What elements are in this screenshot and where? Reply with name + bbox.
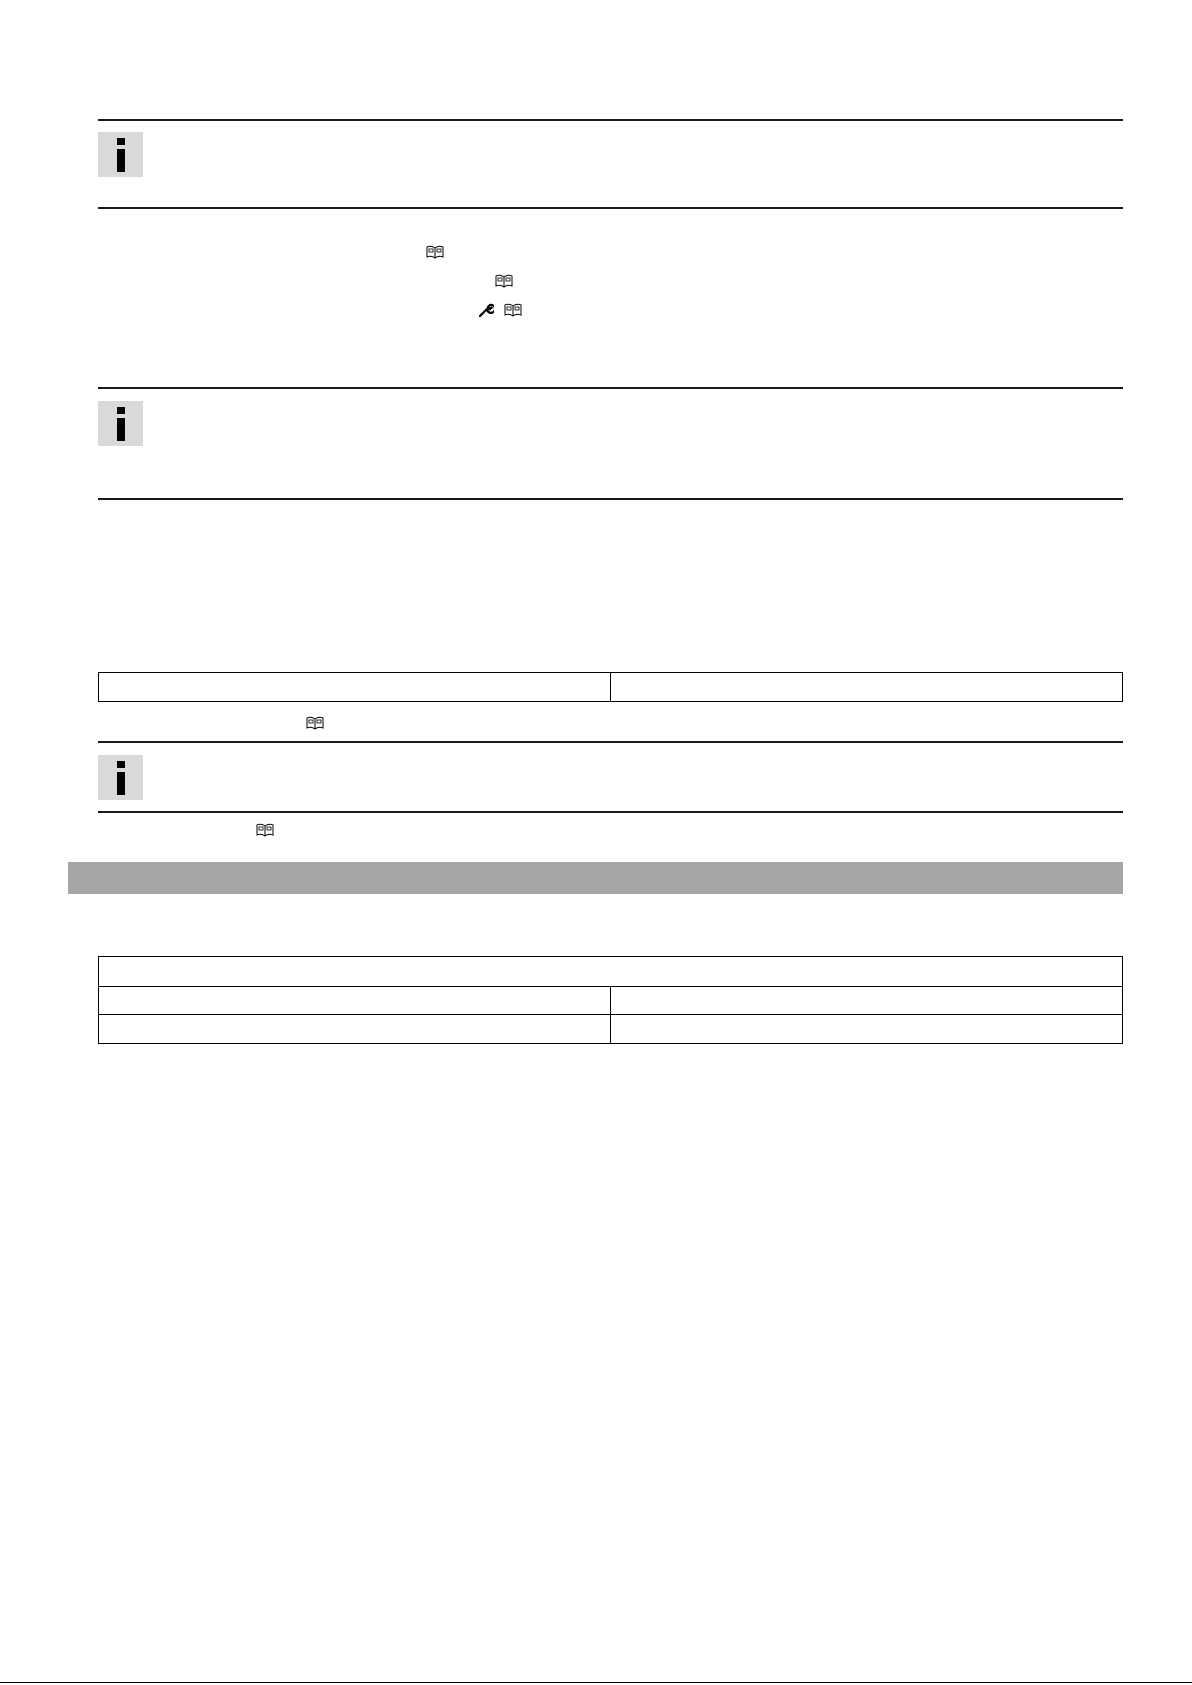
info-icon — [98, 755, 143, 800]
footer-rule — [0, 1682, 1192, 1683]
info-icon — [98, 132, 143, 177]
info-icon — [98, 401, 143, 446]
table-1-divider — [610, 672, 611, 702]
note-1-bottom-rule — [98, 207, 1123, 209]
note-2-top-rule — [98, 387, 1123, 389]
book-icon — [504, 303, 522, 318]
book-icon — [256, 823, 274, 838]
book-icon — [495, 274, 513, 289]
section-heading-band — [68, 862, 1123, 894]
note-3-bottom-rule — [98, 811, 1123, 813]
note-3-top-rule — [98, 741, 1123, 743]
book-icon — [426, 245, 444, 260]
note-1-top-rule — [98, 119, 1123, 121]
wrench-icon — [478, 302, 494, 318]
table-2-column-divider — [610, 986, 611, 1044]
note-2-bottom-rule — [98, 498, 1123, 500]
book-icon — [306, 716, 324, 731]
